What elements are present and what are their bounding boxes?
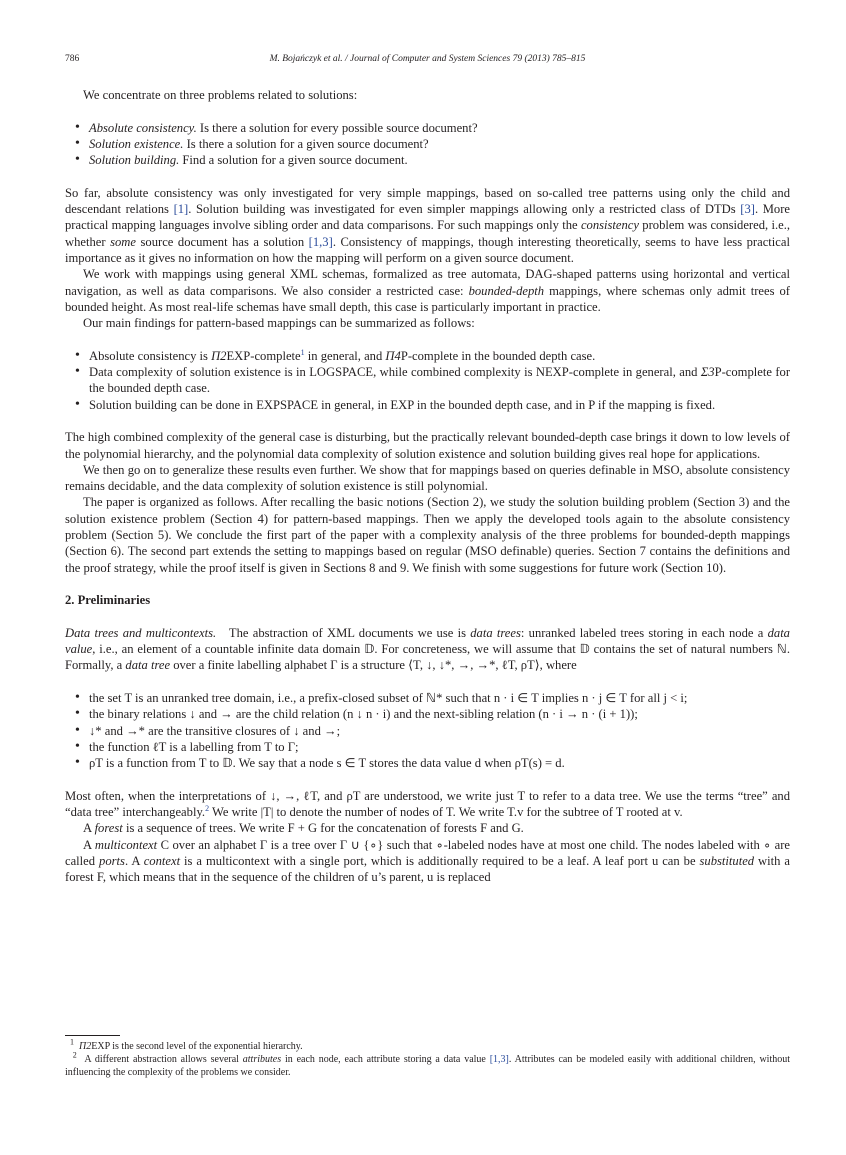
list-item: • Data complexity of solution existence is in LOGSPACE, while combined complexity is NEXP-complete in general, and Σ3P-complete for the bounded depth case.	[65, 364, 790, 397]
citation-link[interactable]: [1,3]	[489, 1054, 509, 1065]
paragraph-complexity: The high combined complexity of the general case is disturbing, but the practically relevant bounded-depth case brings it down to low levels of the polynomial hierarchy, and the polynomial data complexity of solution existence and solution building gives real hope for applications.	[65, 430, 790, 461]
list-item: • ρT is a function from T to 𝔻. We say that a node s ∈ T stores the data value d when ρT(s) = d.	[65, 755, 790, 771]
footnote-rule	[65, 1035, 120, 1036]
list-item: • the function ℓT is a labelling from T to Γ;	[65, 739, 790, 755]
findings-list	[65, 348, 790, 413]
data-tree-definition-list	[65, 690, 790, 771]
paragraph-findings-intro: Our main findings for pattern-based mappings can be summarized as follows:	[83, 316, 475, 331]
paragraph-problems-intro: We concentrate on three problems related to solutions:	[83, 88, 358, 102]
paragraph-forest: A forest is a sequence of trees. We write F + G for the concatenation of forests F and G.	[83, 821, 524, 836]
journal-reference: M. Bojańczyk et al. / Journal of Computer and System Sciences 79 (2013) 785–815	[269, 54, 586, 64]
footnote-marker[interactable]: 1	[300, 347, 305, 357]
paragraph-prior-work: So far, absolute consistency was only investigated for very simple mappings, based on so-called tree patterns using only the child and descendant relations [1]. Solution building was investigated for even simpler mappings allowing only a restricted class of DTDs [3]. More practical mapping languages involve sibling order and data comparisons. For such mappings only the consistency problem was considered, i.e., whether some source document has a solution [1,3]. Consistency of mappings, though interesting theoretically, seems to have less practical importance as it gives no information on how the mapping will perform on a given source document.	[65, 185, 791, 265]
paragraph-mso: We then go on to generalize these results even further. We show that for mappings based on queries definable in MSO, absolute consistency remains decidable, and the data complexity of solution existence is still polynomial.	[65, 462, 790, 494]
footnote-2: $^2$ A different abstraction allows several attributes in each node, each attribute storing a data value [1,3]. Attributes can be modeled easily with additional children, without influencing the complexity of the problems we consider.	[65, 1050, 791, 1078]
list-item: • Absolute consistency is Π2EXP-complete$^1$ in general, and Π4P-complete in the bounded depth case.	[65, 348, 790, 364]
footnotes	[65, 1037, 791, 1079]
citation-link[interactable]: [1,3]	[308, 234, 333, 249]
list-item: • Solution building can be done in EXPSPACE in general, in EXP in the bounded depth case, and in P if the mapping is fixed.	[65, 397, 790, 413]
list-item: • Absolute consistency. Is there a solution for every possible source document?	[65, 120, 790, 136]
problems-list	[65, 120, 790, 169]
paragraph-interpretations: Most often, when the interpretations of ↓, →, ℓT, and ρT are understood, we write just T to refer to a data tree. We use the terms “tree” and “data tree” interchangeably.$^2$ We write |T| to denote the number of nodes of T. We write T.v for the subtree of T rooted at v.	[65, 788, 790, 820]
paragraph-multicontext: A multicontext C over an alphabet Γ is a tree over Γ ∪ {∘} such that ∘-labeled nodes have at most one child. The nodes labeled with ∘ are called ports. A context is a multicontext with a single port, which is additionally required to be a leaf. A leaf port u can be substituted with a forest F, which means that in the sequence of the children of u’s parent, u is replaced	[65, 837, 790, 885]
list-item: • Solution existence. Is there a solution for a given source document?	[65, 136, 790, 152]
list-item: • the set T is an unranked tree domain, i.e., a prefix-closed subset of ℕ* such that n · i ∈ T implies n · j ∈ T for all j < i;	[65, 690, 790, 706]
footnote-marker[interactable]: 2	[205, 803, 210, 813]
paragraph-organization: The paper is organized as follows. After recalling the basic notions (Section 2), we study the solution building problem (Section 3) and the solution existence problem (Section 4) for pattern-based mappings. Then we apply the developed tools again to the absolute consistency problem (Section 5). We conclude the first part of the paper with a complexity analysis of the three problems for bounded-depth mappings (Section 6). The second part extends the setting to mappings based on regular (MSO definable) queries. Section 7 contains the definitions and the proof strategy, while the proof itself is given in Sections 8 and 9. We finish with some suggestions for future work (Section 10).	[65, 495, 790, 575]
citation-link[interactable]: [1]	[173, 202, 189, 217]
list-item: • Solution building. Find a solution for a given source document.	[65, 152, 790, 168]
section-heading: 2. Preliminaries	[65, 593, 151, 608]
list-item: • ↓* and →* are the transitive closures of ↓ and →;	[65, 723, 790, 739]
list-item: • the binary relations ↓ and → are the child relation (n ↓ n · i) and the next-sibling relation (n · i → n · (i + 1));	[65, 706, 790, 722]
page-number: 786	[65, 54, 80, 64]
main-text	[65, 87, 790, 886]
paragraph-mappings: We work with mappings using general XML schemas, formalized as tree automata, DAG-shaped patterns using horizontal and vertical navigation, as well as data comparisons. We also consider a restricted case: bounded-depth mappings, where schemas only admit trees of bounded height. As most real-life schemas have small depth, this case is particularly important in practice.	[65, 267, 790, 314]
paragraph-data-trees: Data trees and multicontexts. The abstraction of XML documents we use is data trees: unranked labeled trees storing in each node a data value, i.e., an element of a countable infinite data domain 𝔻. For concreteness, we will assume that 𝔻 contains the set of natural numbers ℕ. Formally, a data tree over a finite labelling alphabet Γ is a structure ⟨T, ↓, ↓*, →, →*, ℓT, ρT⟩, where	[65, 625, 790, 673]
citation-link[interactable]: [3]	[740, 202, 755, 217]
paragraph-heading: Data trees and multicontexts.	[65, 625, 217, 640]
footnote-1: $^1$ Π2EXP is the second level of the exponential hierarchy.	[70, 1037, 303, 1052]
